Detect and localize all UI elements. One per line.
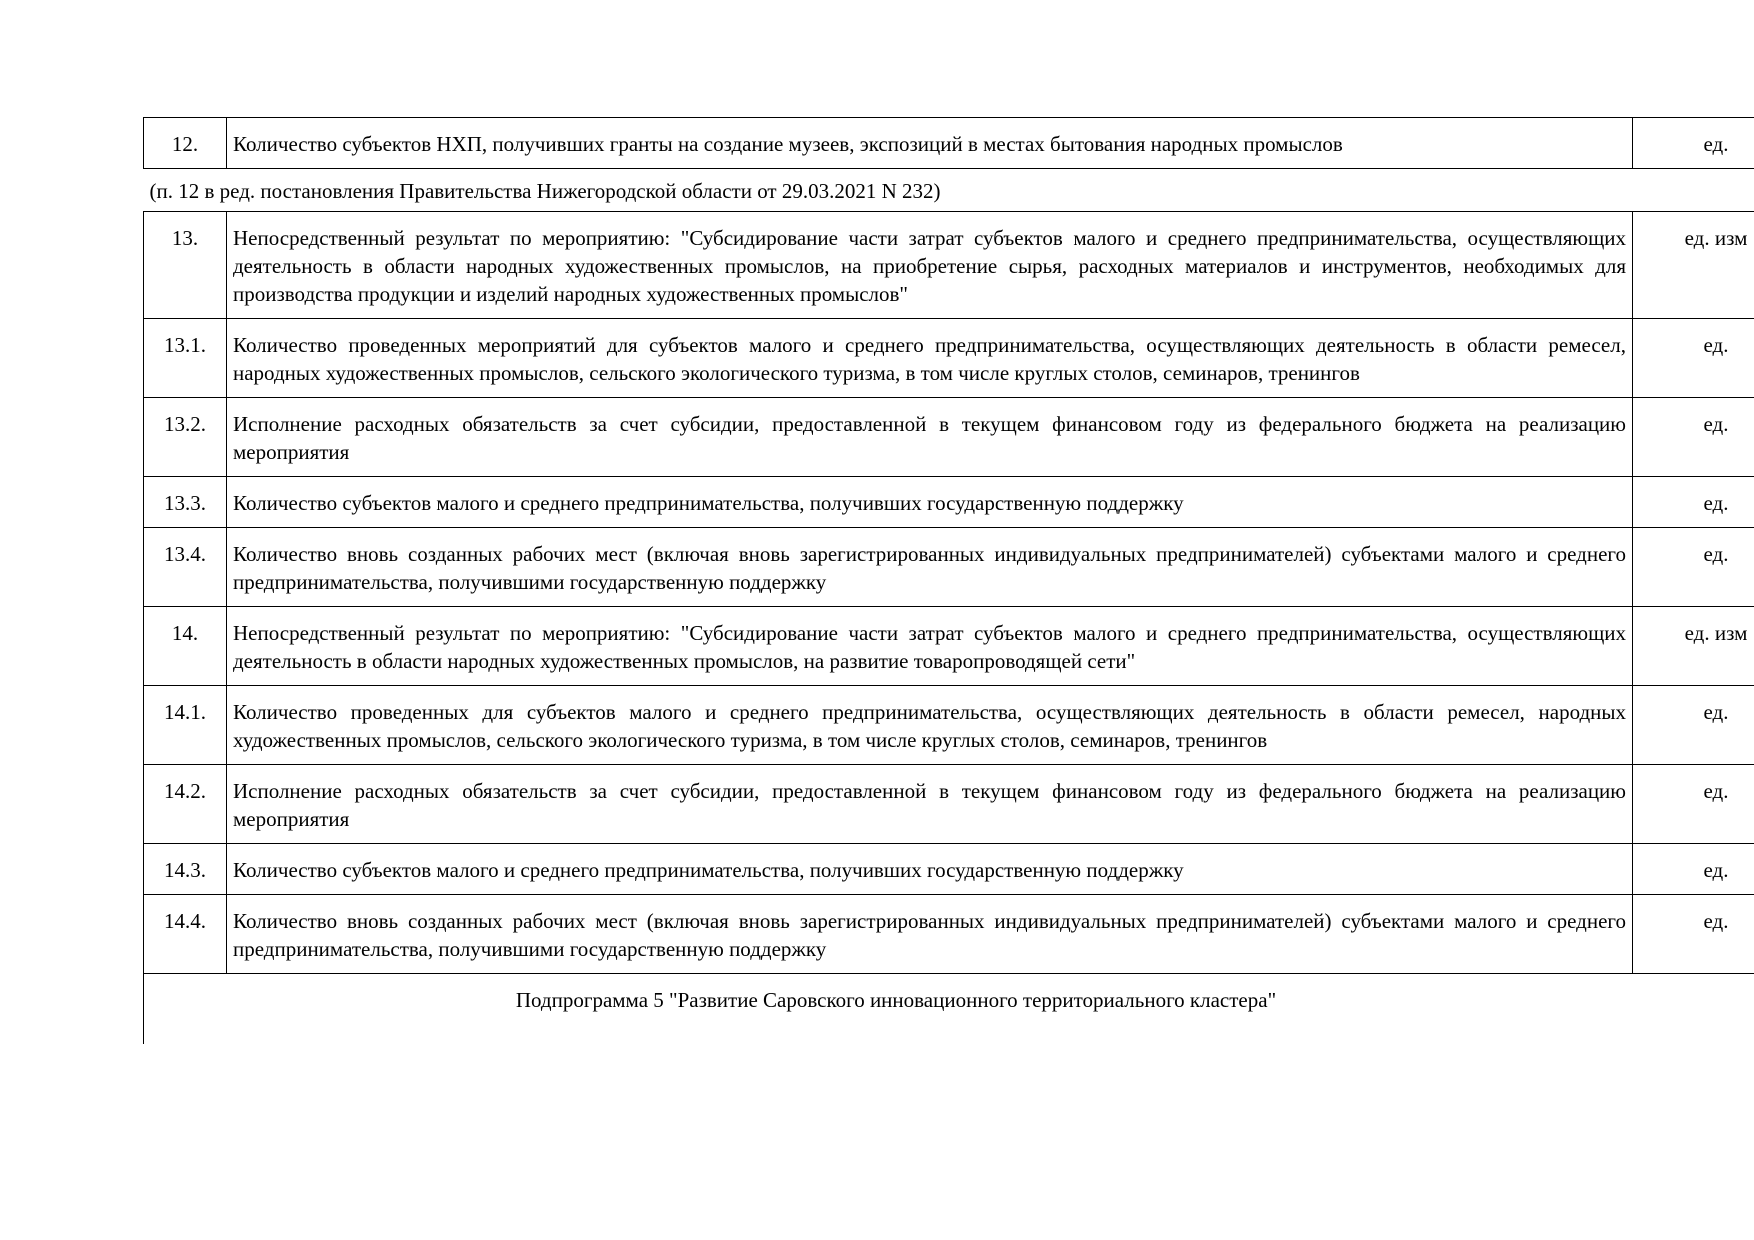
row-unit: ед. [1633,319,1754,398]
row-description: Непосредственный результат по мероприятию: "Субсидирование части затрат субъектов малого и среднего предпринимательства, осуществляющих деятельность в области народных художественных промыслов, на развитие товаропроводящей сети" [227,607,1633,686]
row-unit: ед. [1633,844,1754,895]
row-unit: ед. [1633,895,1754,974]
row-description: Количество вновь созданных рабочих мест (включая вновь зарегистрированных индивидуальных предпринимателей) субъектами малого и среднего предпринимательства, получившими государственную поддержку [227,528,1633,607]
row-number: 13. [144,212,227,319]
table-row [144,765,1754,844]
row-unit: ед. изм [1633,212,1754,319]
row-description: Исполнение расходных обязательств за счет субсидии, предоставленной в текущем финансовом году из федерального бюджета на реализацию мероприятия [227,765,1633,844]
row-description: Исполнение расходных обязательств за счет субсидии, предоставленной в текущем финансовом году из федерального бюджета на реализацию мероприятия [227,398,1633,477]
table-row [144,844,1754,895]
table-row [144,319,1754,398]
table-row [144,686,1754,765]
row-number: 13.4. [144,528,227,607]
row-unit: ед. [1633,686,1754,765]
table-row [144,607,1754,686]
row-description: Количество субъектов малого и среднего предпринимательства, получивших государственную поддержку [227,477,1633,528]
row-unit: ед. [1633,118,1754,169]
row-description: Количество вновь созданных рабочих мест (включая вновь зарегистрированных индивидуальных предпринимателей) субъектами малого и среднего предпринимательства, получившими государственную поддержку [227,895,1633,974]
row-description: Количество субъектов НХП, получивших гранты на создание музеев, экспозиций в местах бытования народных промыслов [227,118,1633,169]
row-number: 14.3. [144,844,227,895]
row-description: Количество субъектов малого и среднего предпринимательства, получивших государственную поддержку [227,844,1633,895]
row-unit: ед. изм [1633,607,1754,686]
table-row [144,528,1754,607]
table-row [144,477,1754,528]
row-number: 12. [144,118,227,169]
table-row [144,398,1754,477]
table-row-note [144,169,1754,212]
row-description: Количество проведенных для субъектов малого и среднего предпринимательства, осуществляющих деятельность в области ремесел, народных художественных промыслов, сельского экологического туризма, в том числе круглых столов, семинаров, тренингов [227,686,1633,765]
row-number: 14.1. [144,686,227,765]
row-unit: ед. [1633,765,1754,844]
row-number: 13.2. [144,398,227,477]
row-unit: ед. [1633,528,1754,607]
row-description: Непосредственный результат по мероприятию: "Субсидирование части затрат субъектов малого и среднего предпринимательства, осуществляющих деятельность в области народных художественных промыслов, на приобретение сырья, расходных материалов и инструментов, необходимых для производства продукции и изделий народных художественных промыслов" [227,212,1633,319]
row-number: 13.1. [144,319,227,398]
table-row [144,118,1754,169]
table-row [144,212,1754,319]
row-unit: ед. [1633,398,1754,477]
subprogram-cell [144,974,1754,1045]
row-number: 14. [144,607,227,686]
subprogram-title: Подпрограмма 5 "Развитие Саровского инновационного территориального кластера" [515,988,1277,1012]
row-description: Количество проведенных мероприятий для субъектов малого и среднего предпринимательства, осуществляющих деятельность в области ремесел, народных художественных промыслов, сельского экологического туризма, в том числе круглых столов, семинаров, тренингов [227,319,1633,398]
subprogram-row [144,974,1754,1045]
row-unit: ед. [1633,477,1754,528]
table-row [144,895,1754,974]
amendment-note: (п. 12 в ред. постановления Правительства Нижегородской области от 29.03.2021 N 232) [144,169,1754,212]
row-number: 13.3. [144,477,227,528]
row-number: 14.2. [144,765,227,844]
row-number: 14.4. [144,895,227,974]
indicators-table [143,117,1754,1044]
